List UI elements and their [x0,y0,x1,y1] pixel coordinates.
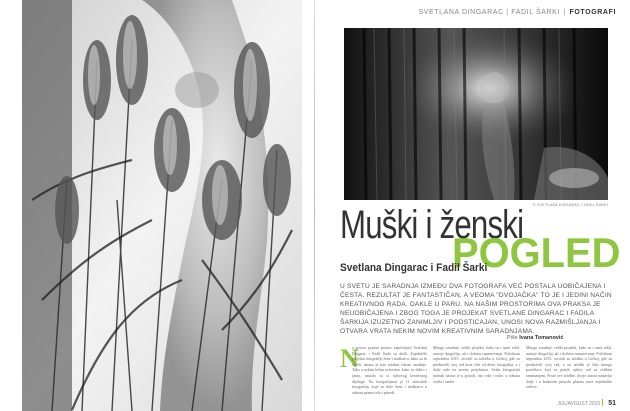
folio-issue: JUL/AVGUST 2015 [557,401,601,407]
drop-cap: N [340,344,359,373]
authors-subtitle: Svetlana Dingarac i Fadil Šarki [340,262,488,274]
body-column-3: Mnogo saradnje, veliki projekti, kako su i sami rekli, nastoje drugačiju, ali i složenu razumevanje. Početkom septembra 2015. otvorili su izložbu u Grčkoj, gde su predstavili svoj rad, a na izložbi je bilo mnogo posetilaca koji su pratili njihov rad sa velikim zanimanjem. Posle ove izložbe, dvoje autora nastavlja dalje i u budućem periodu planira nove zajedničke radove. [526,346,612,390]
running-head [418,9,616,16]
page-number: 51 [608,400,616,407]
folio-divider [602,399,603,406]
byline-name: Ivana Tomanović [519,335,564,341]
body-column-2: Mnogo saradnje, veliki projekti, kako su i sami rekli, nastoje drugačiju, ali i složenu razumevanje. Početkom septembra 2015. otvorili su izložbu u Grčkoj, gde su predstavili svoj rad kroz više od deset fotografija, a i dalje rade na novim projektima. Svaki fotografski snimak nastao je u prirodi, oko reke i trske, u odnosu svetla i senke. [433,346,520,384]
photo-credit: © SVETLANA DINGARAC I FADIL ŠARKI [533,203,608,207]
right-page-photo [344,28,608,200]
page-gutter [314,0,315,411]
running-head-authors: SVETLANA DINGARAC | FADIL ŠARKI [418,9,560,16]
body-text [340,346,612,402]
headline-line2: POGLED [452,229,621,276]
byline [507,335,563,341]
headline-line1: Muški i ženski [340,203,524,247]
running-head-separator: | [563,9,566,16]
left-page-photo [22,0,302,411]
running-head-section: FOTOGRAFI [569,9,616,16]
byline-prefix: Piše [507,335,518,341]
body-column-1: a gotovo prazan prostor započinjući Svetlana Dingarac i Fadil Šarki su došli. Zajednički projekat fotografije žene i muškarca, kako su ih videli, nastao je kao rezultat tokom saradnje. Tako u uskim lošim uslovima, kako su dobro i jasno, nastala su iz njihovog kreativnog dijaloga. Na fotografijama je 11 autorskih fotografija, koje su delo žene i muškarca u odnosu prema telu i prirodi. [352,346,427,395]
intro-paragraph: U SVETU JE SARADNJA IZMEĐU DVA FOTOGRAFA VEĆ POSTALA UOBIČAJENA I ČESTA. REZULTAT JE FANTASTIČAN, A VEOMA "DVOJAČKA" TO JE I JEDINI NAČIN KREATIVNOG RADA, DAKLE U PARU. NA NAŠIM PROSTORIMA OVA PRAKSA JE NEUOBIČAJENA I ZBOG TOGA JE PROJEKAT SVETLANE DINGARAC I FADILA ŠARKIJA IZUZETNO ZANIMLJIV I PODSTICAJAN, UNOSI NOVA RAZMIŠLJANJA I OTVARA VRATA NEKIM NOVIM KREATIVNIM SARADNJAMA. [340,283,612,335]
folio [557,399,616,407]
